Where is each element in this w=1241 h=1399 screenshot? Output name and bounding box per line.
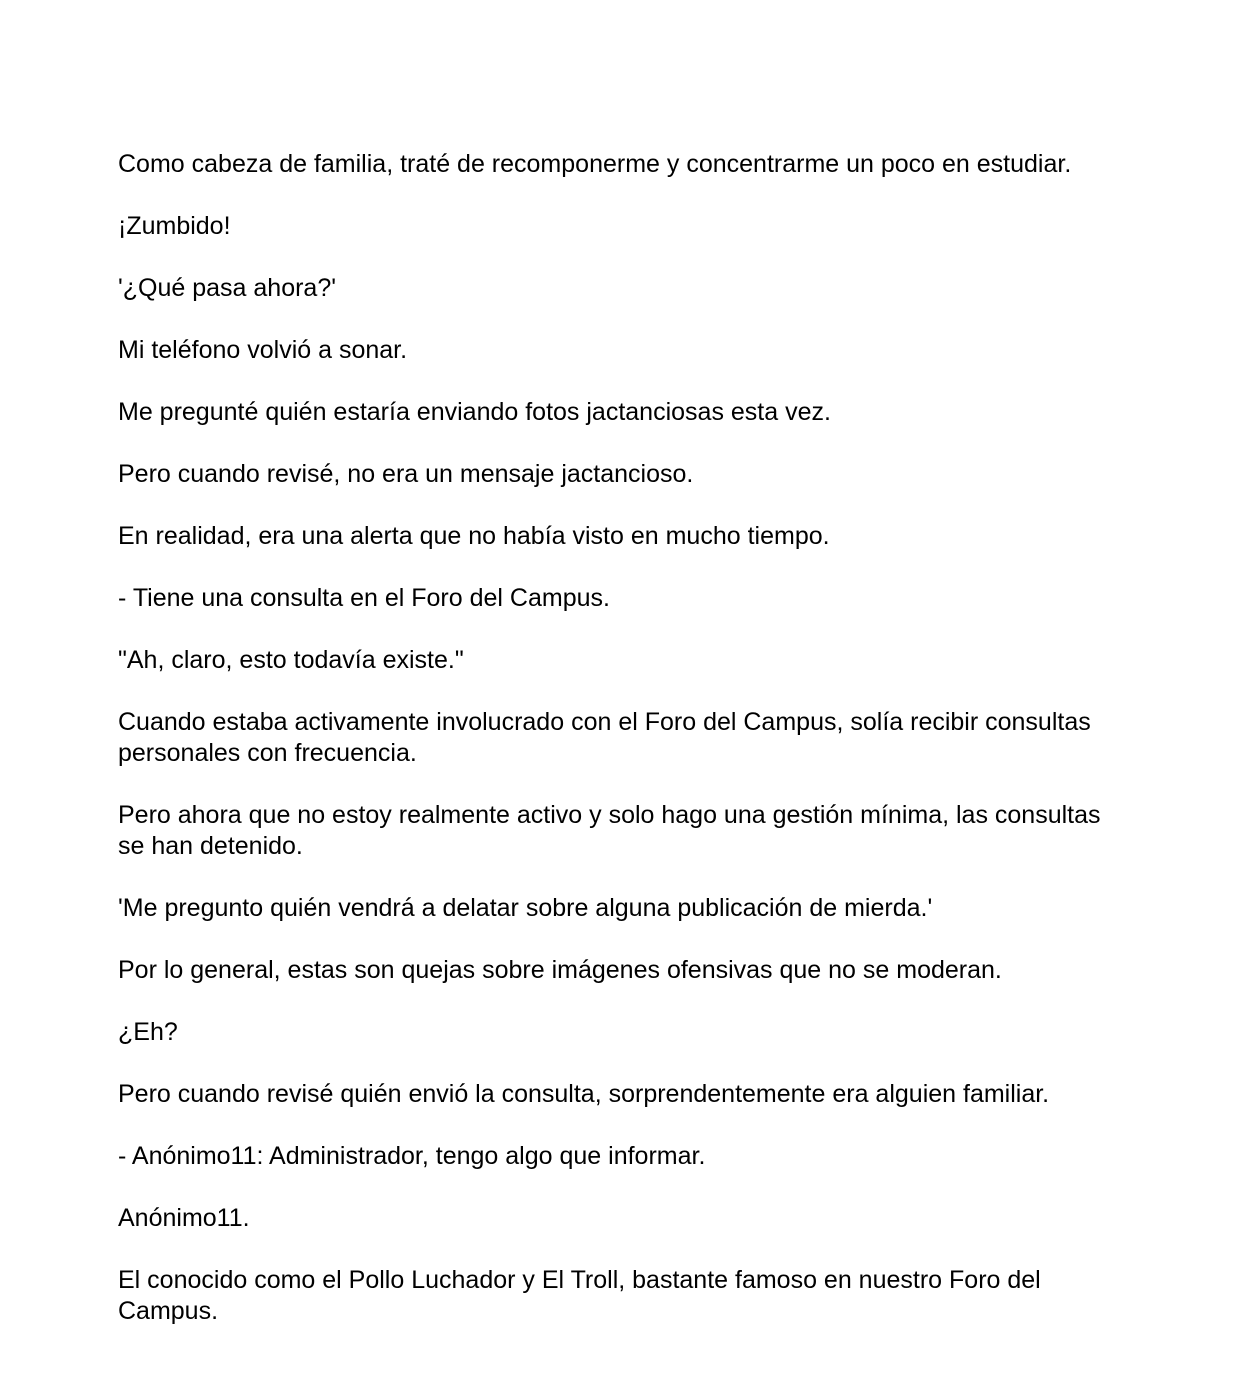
paragraph: Pero cuando revisé quién envió la consulta, sorprendentemente era alguien familiar. [118, 1080, 1050, 1108]
paragraph: Cuando estaba activamente involucrado con el Foro del Campus, solía recibir consultas personales con frecuencia. [118, 708, 1091, 767]
paragraph: Mi teléfono volvió a sonar. [118, 336, 408, 364]
paragraph: ¡Zumbido! [118, 212, 231, 240]
paragraph: Como cabeza de familia, traté de recomponerme y concentrarme un poco en estudiar. [118, 150, 1072, 178]
paragraph: En realidad, era una alerta que no había visto en mucho tiempo. [118, 522, 830, 550]
paragraph: El conocido como el Pollo Luchador y El Troll, bastante famoso en nuestro Foro del Campus. [118, 1266, 1041, 1325]
paragraph: 'Me pregunto quién vendrá a delatar sobre alguna publicación de mierda.' [118, 894, 933, 922]
paragraph: '¿Qué pasa ahora?' [118, 274, 337, 302]
paragraph: "Ah, claro, esto todavía existe." [118, 646, 464, 674]
paragraph: ¿Eh? [118, 1018, 178, 1046]
paragraph: - Anónimo11: Administrador, tengo algo que informar. [118, 1142, 706, 1170]
paragraph: Pero cuando revisé, no era un mensaje jactancioso. [118, 460, 694, 488]
paragraph: Anónimo11. [118, 1204, 250, 1232]
paragraph: Por lo general, estas son quejas sobre imágenes ofensivas que no se moderan. [118, 956, 1002, 984]
paragraph: - Tiene una consulta en el Foro del Campus. [118, 584, 610, 612]
paragraph: Pero ahora que no estoy realmente activo y solo hago una gestión mínima, las consultas se han detenido. [118, 801, 1101, 860]
paragraph: Me pregunté quién estaría enviando fotos jactanciosas esta vez. [118, 398, 831, 426]
document-page [118, 149, 1128, 1358]
